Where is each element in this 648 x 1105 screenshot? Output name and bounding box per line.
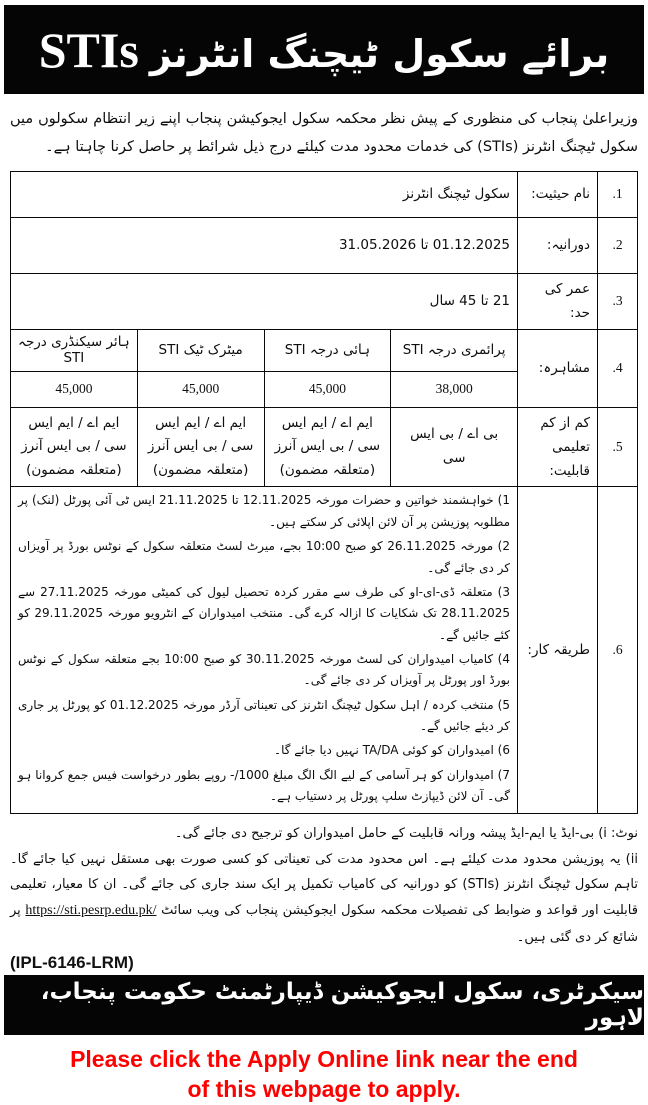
- row-label: کم از کم تعلیمی قابلیت:: [518, 407, 598, 487]
- qualification-high: ایم اے / ایم ایس سی / بی ایس آنرز (متعلقہ مضمون): [264, 407, 391, 487]
- row-number: .6: [598, 487, 638, 814]
- row-label: نام حیثیت:: [518, 171, 598, 217]
- apply-instruction-line-1: Please click the Apply Online link near the end: [70, 1046, 578, 1073]
- apply-instruction: [0, 1044, 648, 1105]
- procedure-point-1: 1) خواہشمند خواتین و حضرات مورخہ 12.11.2025 تا 21.11.2025 ایس ٹی آئی پورٹل (لنک) پر مطلوبہ پوزیشن پر آن لائن اپلائی کر سکتے ہیں۔: [18, 493, 510, 529]
- note-2-text: ii) یہ پوزیشن محدود مدت کیلئے ہے۔ اس محدود مدت کی تعیناتی کو کسی صورت بھی مستقل نہیں کیا جائے گا۔ تاہم سکول ٹیچنگ انٹرنز (STIs) کو دورانیہ کی کامیاب تکمیل پر ایک سند جاری کی جائے گی۔ ان کا معیار، تعلیمی قابلیت اور قواعد و ضوابط کی تفصیلات محکمہ سکول ایجوکیشن پنجاب کی ویب سائٹ: [10, 851, 639, 919]
- row-number: .3: [598, 273, 638, 329]
- procedure-point-2: 2) مورخہ 26.11.2025 کو صبح 10:00 بجے، میرٹ لسٹ متعلقہ سکول کے نوٹس بورڈ پر آویزاں کر دی جائے گی۔: [18, 539, 510, 575]
- row-number: .5: [598, 407, 638, 487]
- salary-amount-matric-tech: 45,000: [137, 371, 264, 407]
- header-banner: [4, 5, 644, 94]
- row-label: عمر کی حد:: [518, 273, 598, 329]
- salary-amount-higher-secondary: 45,000: [11, 371, 138, 407]
- sti-type-higher-secondary: ہائر سیکنڈری درجہ STI: [11, 329, 138, 371]
- procedure-point-6: 6) امیدواران کو کوئی TA/DA نہیں دیا جائے گا۔: [274, 743, 510, 758]
- footer-banner: [4, 975, 644, 1035]
- qualification-higher-secondary: ایم اے / ایم ایس سی / بی ایس آنرز (متعلقہ مضمون): [11, 407, 138, 487]
- table-row-qualification: [11, 407, 638, 487]
- row-number: .2: [598, 217, 638, 273]
- sti-type-matric-tech: میٹرک ٹیک STI: [137, 329, 264, 371]
- note-2-tail: پر شائع کر دی گئی ہیں۔: [10, 903, 638, 945]
- notes-section: [10, 821, 638, 950]
- procedure-point-4: 4) کامیاب امیدواران کی لسٹ مورخہ 30.11.2025 کو صبح 10:00 بجے متعلقہ سکول کے نوٹس بورڈ اور پورٹل پر آویزاں کر دی جائے گی۔: [18, 651, 511, 688]
- table-row-procedure: [11, 487, 638, 814]
- job-ad-page: [0, 5, 648, 1103]
- row-value: سکول ٹیچنگ انٹرنز: [11, 171, 518, 217]
- row-number: .1: [598, 171, 638, 217]
- row-value: 01.12.2025 تا 31.05.2026: [11, 217, 518, 273]
- sti-type-high: ہائی درجہ STI: [264, 329, 391, 371]
- ad-title: [38, 21, 610, 78]
- procedure-point-3: 3) متعلقہ ڈی-ای-او کی طرف سے مقرر کردہ تحصیل لیول کی کمیٹی مورخہ 27.11.2025 سے 28.11.2025 تک شکایات کا ازالہ کرے گی۔ منتخب امیدواران کے انٹرویو مورخہ 29.11.2025 کو کئے جائیں گے۔: [18, 584, 510, 642]
- procedure-point-5: 5) منتخب کردہ / اہل سکول ٹیچنگ انٹرنز کی تعیناتی آرڈر مورخہ 01.12.2025 کو پورٹل پر جاری کر دیئے جائیں گے۔: [18, 697, 510, 734]
- row-label: مشاہرہ:: [518, 329, 598, 407]
- note-1: نوٹ: i) بی-ایڈ یا ایم-ایڈ پیشہ ورانہ قابلیت کے حامل امیدواران کو ترجیح دی جائے گی۔: [174, 826, 638, 842]
- ad-title-urdu: برائے سکول ٹیچنگ انٹرنز: [149, 31, 610, 76]
- table-row-salary-types: [11, 329, 638, 371]
- note-2: [10, 847, 638, 950]
- salary-amount-high: 45,000: [264, 371, 391, 407]
- procedure-points: [11, 487, 518, 814]
- ipl-code: (IPL-6146-LRM): [10, 953, 134, 973]
- procedure-point-7: 7) امیدواران کو ہر آسامی کے لیے الگ الگ مبلغ ‎-/1000‎ روپے بطور درخواست فیس جمع کروانا ہو گی۔ آن لائن ڈیپازٹ سلپ پورٹل پر دستیاب ہے۔: [18, 767, 510, 804]
- sti-type-primary: پرائمری درجہ STI: [391, 329, 518, 371]
- website-url: https://sti.pesrp.edu.pk/: [25, 903, 157, 919]
- salary-amount-primary: 38,000: [391, 371, 518, 407]
- row-label: طریقہ کار:: [518, 487, 598, 814]
- table-row-age-limit: [11, 273, 638, 329]
- apply-instruction-line-2: of this webpage to apply.: [187, 1076, 461, 1103]
- row-label: دورانیہ:: [518, 217, 598, 273]
- row-value: 21 تا 45 سال: [11, 273, 518, 329]
- qualification-primary: بی اے / بی ایس سی: [391, 407, 518, 487]
- qualification-matric-tech: ایم اے / ایم ایس سی / بی ایس آنرز (متعلقہ مضمون): [137, 407, 264, 487]
- footer-banner-text: سیکرٹری، سکول ایجوکیشن ڈیپارٹمنٹ حکومت پنجاب، لاہور: [40, 979, 644, 1032]
- table-row-position-name: [11, 171, 638, 217]
- ad-title-latin: STIs: [38, 21, 139, 78]
- table-row-duration: [11, 217, 638, 273]
- row-number: .4: [598, 329, 638, 407]
- intro-paragraph: وزیراعلیٰ پنجاب کی منظوری کے پیش نظر محکمہ سکول ایجوکیشن پنجاب اپنے زیر انتظام سکولوں میں سکول ٹیچنگ انٹرنز (STIs) کی خدمات محدود مدت کیلئے درج ذیل شرائط پر حاصل کرنا چاہتا ہے۔: [10, 111, 638, 156]
- conditions-table: [10, 171, 638, 815]
